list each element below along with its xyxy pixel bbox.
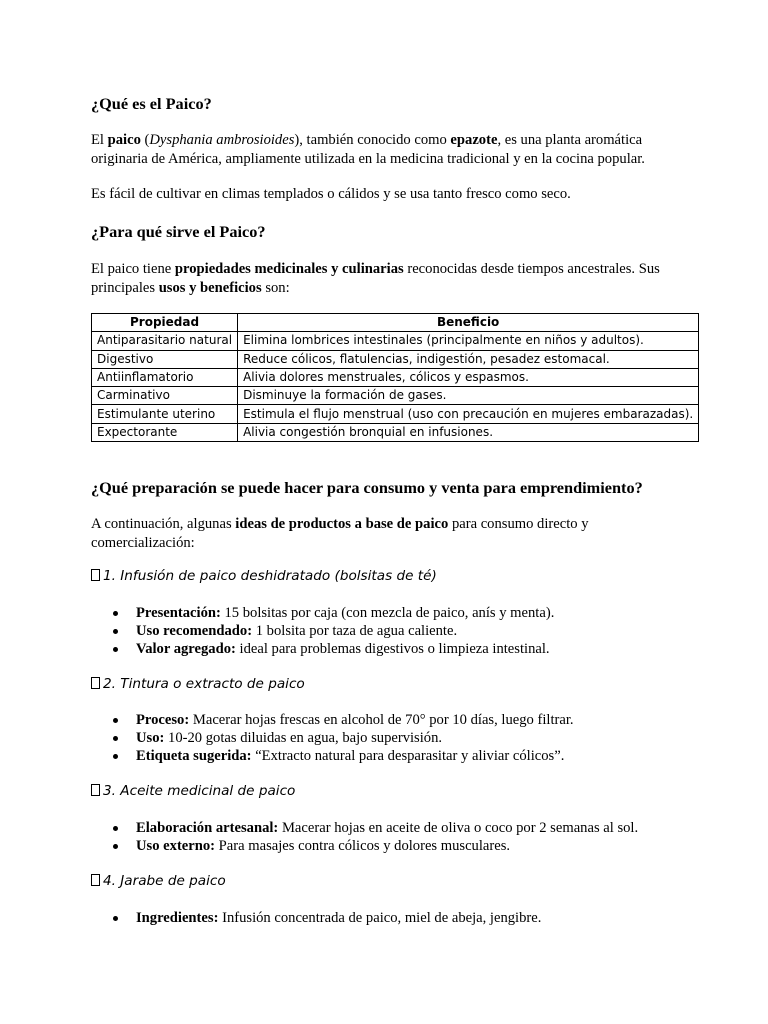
- bullet-icon: [113, 611, 118, 616]
- table-row: [92, 423, 699, 441]
- list-item: Etiqueta sugerida: “Extracto natural para desparasitar y aliviar cólicos”.: [91, 747, 671, 765]
- bullet-icon: [113, 826, 118, 831]
- table-cell: Reduce cólicos, flatulencias, indigestión, pesadez estomacal.: [238, 350, 699, 368]
- missing-glyph-icon: [91, 569, 100, 581]
- missing-glyph-icon: [91, 874, 100, 886]
- bullet-icon: [113, 718, 118, 723]
- table-cell: Antiinflamatorio: [92, 368, 238, 386]
- table-row: [92, 387, 699, 405]
- bullet-icon: [113, 844, 118, 849]
- table-cell: Alivia congestión bronquial en infusiones.: [238, 423, 699, 441]
- table-cell: Alivia dolores menstruales, cólicos y espasmos.: [238, 368, 699, 386]
- missing-glyph-icon: [91, 784, 100, 796]
- section-heading-que-es: ¿Qué es el Paico?: [91, 94, 212, 113]
- bullet-icon: [113, 647, 118, 652]
- table-cell: Estimula el flujo menstrual (uso con precaución en mujeres embarazadas).: [238, 405, 699, 423]
- bullet-icon: [113, 629, 118, 634]
- table-cell: Digestivo: [92, 350, 238, 368]
- list-item: Uso externo: Para masajes contra cólicos y dolores musculares.: [91, 837, 671, 855]
- table-row: [92, 332, 699, 350]
- table-header-propiedad: Propiedad: [92, 314, 238, 332]
- product-list-infusion: [91, 604, 671, 658]
- list-item: Uso recomendado: 1 bolsita por taza de agua caliente.: [91, 622, 671, 640]
- list-item: Elaboración artesanal: Macerar hojas en aceite de oliva o coco por 2 semanas al sol.: [91, 819, 671, 837]
- table-cell: Elimina lombrices intestinales (principalmente en niños y adultos).: [238, 332, 699, 350]
- product-heading-aceite: 3. Aceite medicinal de paico: [91, 783, 295, 799]
- product-list-aceite: [91, 819, 671, 855]
- product-heading-tintura: 2. Tintura o extracto de paico: [91, 676, 305, 692]
- paragraph-cultivo: Es fácil de cultivar en climas templados o cálidos y se usa tanto fresco como seco.: [91, 186, 571, 202]
- product-heading-infusion: 1. Infusión de paico deshidratado (bolsitas de té): [91, 568, 437, 584]
- list-item: Valor agregado: ideal para problemas digestivos o limpieza intestinal.: [91, 640, 671, 658]
- bullet-icon: [113, 916, 118, 921]
- table-cell: Estimulante uterino: [92, 405, 238, 423]
- table-cell: Antiparasitario natural: [92, 332, 238, 350]
- table-row: [92, 405, 699, 423]
- paragraph-propiedades: El paico tiene propiedades medicinales y culinarias reconocidas desde tiempos ancestrales. Sus principales usos y beneficios son:: [91, 261, 660, 296]
- table-header-beneficio: Beneficio: [238, 314, 699, 332]
- table-cell: Carminativo: [92, 387, 238, 405]
- table-cell: Disminuye la formación de gases.: [238, 387, 699, 405]
- bullet-icon: [113, 754, 118, 759]
- paragraph-continuacion: A continuación, algunas ideas de productos a base de paico para consumo directo y comercialización:: [91, 516, 589, 551]
- product-heading-jarabe: 4. Jarabe de paico: [91, 873, 226, 889]
- table-header-row: [92, 314, 699, 332]
- paragraph-intro: El paico (Dysphania ambrosioides), también conocido como epazote, es una planta aromática originaria de América, ampliamente utilizada en la medicina tradicional y en la cocina popular.: [91, 132, 645, 167]
- benefits-table: [91, 313, 699, 442]
- bullet-icon: [113, 736, 118, 741]
- section-heading-para-que: ¿Para qué sirve el Paico?: [91, 222, 266, 241]
- product-list-jarabe: [91, 909, 671, 927]
- table-row: [92, 368, 699, 386]
- table-row: [92, 350, 699, 368]
- table-cell: Expectorante: [92, 423, 238, 441]
- list-item: Uso: 10-20 gotas diluidas en agua, bajo supervisión.: [91, 729, 671, 747]
- product-list-tintura: [91, 711, 671, 765]
- section-heading-preparacion: ¿Qué preparación se puede hacer para consumo y venta para emprendimiento?: [91, 478, 643, 497]
- list-item: Proceso: Macerar hojas frescas en alcohol de 70° por 10 días, luego filtrar.: [91, 711, 671, 729]
- missing-glyph-icon: [91, 677, 100, 689]
- list-item: Presentación: 15 bolsitas por caja (con mezcla de paico, anís y menta).: [91, 604, 671, 622]
- list-item: Ingredientes: Infusión concentrada de paico, miel de abeja, jengibre.: [91, 909, 671, 927]
